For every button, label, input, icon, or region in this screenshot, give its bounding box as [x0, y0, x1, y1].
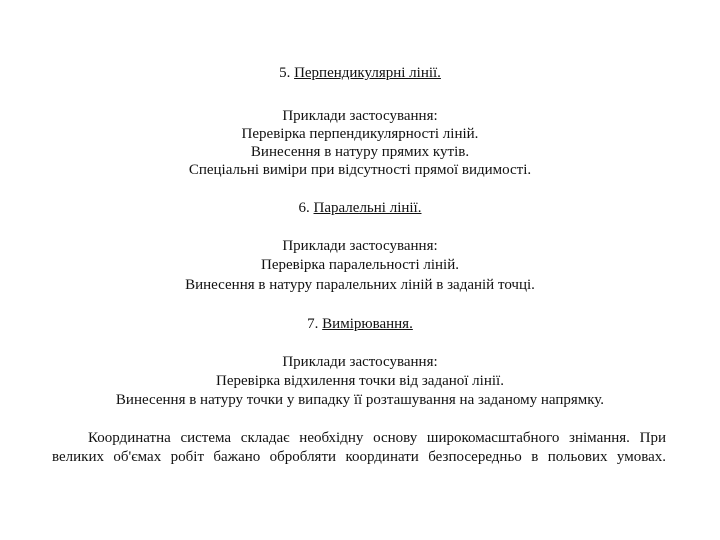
conclusion-line: Координатна система складає необхідну основу широкомасштабного знімання. При: [88, 430, 666, 446]
examples-label: Приклади застосування:: [282, 108, 438, 124]
section-title: Вимірювання.: [322, 316, 413, 332]
section-number: 7.: [307, 316, 319, 332]
example-item: Винесення в натуру паралельних ліній в заданій точці.: [185, 277, 535, 293]
section-7-heading: [0, 315, 720, 333]
example-item: Винесення в натуру точки у випадку її розташування на заданому напрямку.: [115, 392, 605, 408]
section-number: 6.: [298, 200, 310, 216]
section-6-heading: [0, 199, 720, 217]
examples-label: Приклади застосування:: [282, 354, 438, 370]
conclusion-line: великих об'ємах робіт бажано обробляти координати безпосередньо в польових умовах.: [52, 449, 666, 465]
conclusion-paragraph: [52, 429, 666, 467]
example-item: Перевірка перпендикулярності ліній.: [241, 126, 479, 142]
example-item: Перевірка відхилення точки від заданої лінії.: [216, 373, 504, 389]
examples-label: Приклади застосування:: [282, 238, 438, 254]
example-item: Винесення в натуру прямих кутів.: [250, 144, 470, 160]
example-item: Спеціальні виміри при відсутності прямої видимості.: [188, 162, 532, 178]
example-item: Перевірка паралельності ліній.: [261, 257, 459, 273]
section-5-heading: [0, 64, 720, 82]
section-title: Паралельні лінії.: [313, 200, 422, 216]
section-number: 5.: [279, 65, 291, 81]
section-title: Перпендикулярні лінії.: [294, 65, 441, 81]
